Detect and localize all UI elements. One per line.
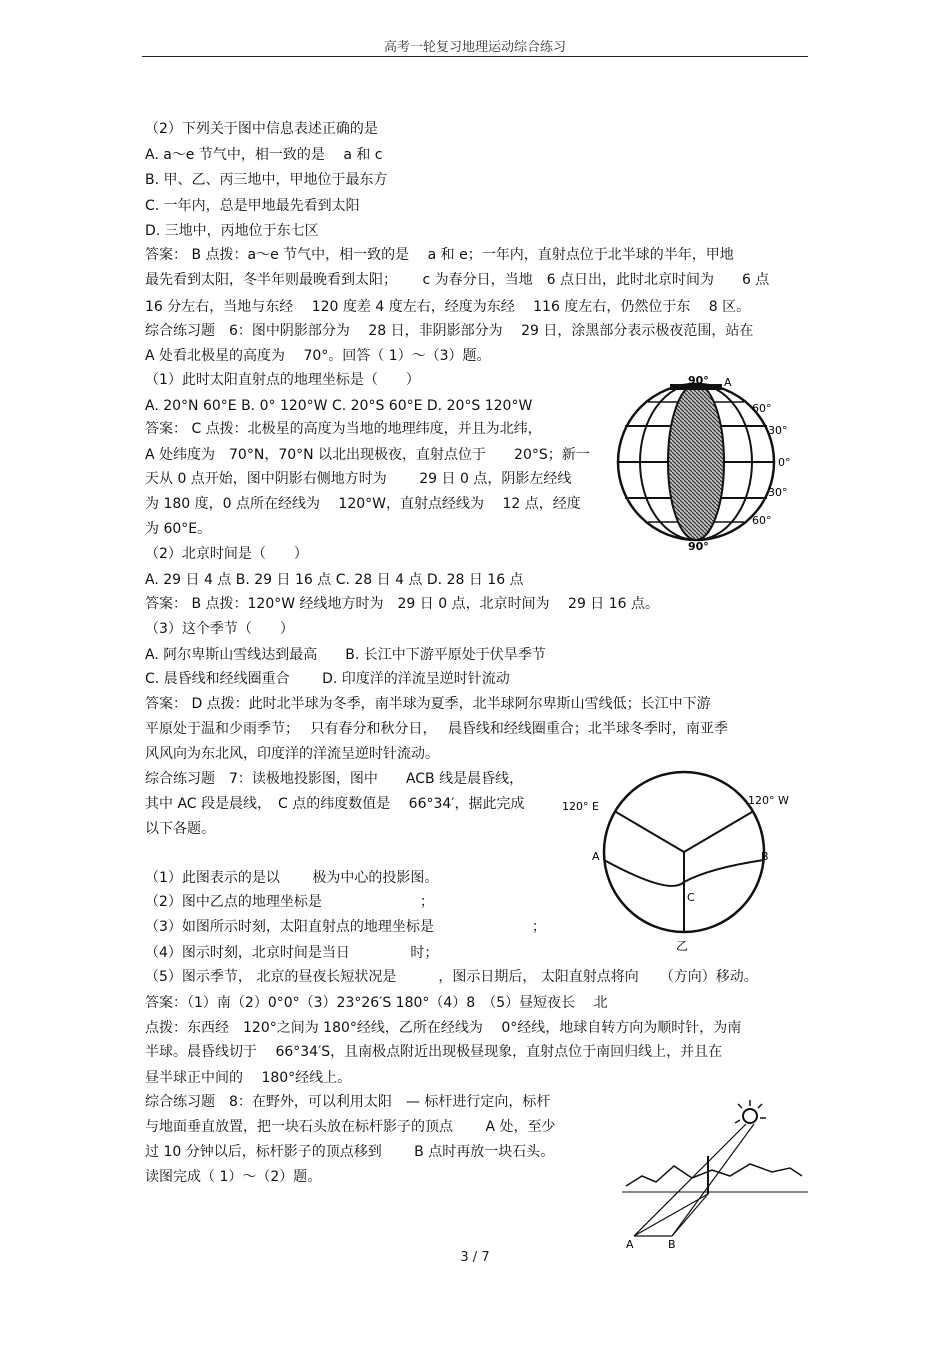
globe-lat-label: 60° [752,514,772,527]
text-line: A. 阿尔卑斯山雪线达到最高 B. 长江中下游平原处于伏旱季节 [145,647,546,663]
text-line: 综合练习题 6：图中阴影部分为 28 日，非阴影部分为 29 日，涂黑部分表示极夜范围，站在 [145,323,754,339]
text-line: C. 晨昏线和经线圈重合 D. 印度洋的洋流呈逆时针流动 [145,671,510,687]
globe-bottom-label: 90° [688,540,709,552]
shadow-line [634,1194,708,1236]
text-line: （3）这个季节（ ） [145,621,294,637]
point-b-label: B [668,1238,676,1248]
text-line: 答案： C 点拨：北极星的高度为当地的地理纬度，并且为北纬， [145,421,542,437]
text-line: A 处看北极星的高度为 70°。回答（ 1）～（3）题。 [145,348,491,364]
text-line: 16 分左右，当地与东经 120 度差 4 度左右，经度为东经 116 度左右，仍然位于东 8 区。 [145,299,751,315]
sun-rays-icon [735,1100,766,1123]
sun-pole-figure [612,1096,812,1248]
text-line: （1）此时太阳直射点的地理坐标是（ ） [145,372,420,388]
point-a-label: A [626,1238,634,1248]
text-line: 平原处于温和少雨季节； 只有春分和秋分日， 晨昏线和经线圈重合；北半球冬季时，南亚季 [145,721,728,737]
header-rule [142,56,808,57]
text-line: A. 20°N 60°E B. 0° 120°W C. 20°S 60°E D. 20°S 120°W [145,398,533,414]
text-line: A 处纬度为 70°N，70°N 以北出现极夜，直射点位于 20°S；新一 [145,447,590,463]
globe-lat-label: 30° [768,424,788,437]
text-line: 天从 0 点开始，图中阴影右侧地方时为 29 日 0 点，阴影左经线 [145,471,572,487]
text-line: 最先看到太阳，冬半年则最晚看到太阳； c 为春分日，当地 6 点日出，此时北京时间为 6 点 [145,272,770,288]
text-line: （4）图示时刻，北京时间是当日 时； [145,945,439,961]
point-a-label: A [592,850,600,863]
globe-lat-label: 30° [768,486,788,499]
meridian-120e [616,812,684,852]
text-line: 点拨：东西经 120°之间为 180°经线，乙所在经线为 0°经线，地球自转方向为顺时针，为南 [145,1020,742,1036]
meridian-120w [684,812,752,852]
text-line: A. 29 日 4 点 B. 29 日 16 点 C. 28 日 4 点 D. 28 日 16 点 [145,572,524,588]
page-header-title: 高考一轮复习地理运动综合练习 [383,40,566,55]
text-line: 答案： B 点拨：a～e 节气中，相一致的是 a 和 e；一年内，直射点位于北半球的半年，甲地 [145,247,734,263]
globe-lat-label: 0° [778,456,791,469]
text-line: C. 一年内，总是甲地最先看到太阳 [145,198,360,214]
text-line: （2）下列关于图中信息表述正确的是 [145,121,378,137]
text-line: 其中 AC 段是晨线， C 点的纬度数值是 66°34′，据此完成 [145,796,525,812]
text-line: 过 10 分钟以后，标杆影子的顶点移到 B 点时再放一块石头。 [145,1144,555,1160]
text-line: （2）图中乙点的地理坐标是 ； [145,894,434,910]
text-line: 综合练习题 7：读极地投影图，图中 ACB 线是晨昏线， [145,771,524,787]
text-line: D. 三地中，丙地位于东七区 [145,223,319,239]
point-yi-label: 乙 [676,939,689,953]
label-120e: 120° E [562,800,599,813]
text-line: 综合练习题 8：在野外，可以利用太阳 — 标杆进行定向，标杆 [145,1094,551,1110]
globe-point-a-label: A [724,376,732,389]
text-line: 半球。晨昏线切于 66°34′S，且南极点附近出现极昼现象，直射点位于南回归线上，并且在 [145,1044,723,1060]
point-b-label: B [761,850,769,863]
text-line: （5）图示季节， 北京的昼夜长短状况是 ，图示日期后， 太阳直射点将向 （方向）移动。 [145,969,758,985]
point-c-label: C [687,891,695,904]
text-line: 答案： B 点拨：120°W 经线地方时为 29 日 0 点，北京时间为 29 日 16 点。 [145,596,660,612]
globe-lat-label: 60° [752,402,772,415]
label-120w: 120° W [748,794,789,807]
text-line: 读图完成（ 1）～（2）题。 [145,1169,322,1185]
text-line: A. a～e 节气中，相一致的是 a 和 c [145,147,383,163]
polar-projection-figure [560,768,810,954]
mountain-outline [626,1164,802,1186]
globe-top-label: 90° [688,374,709,387]
text-line: 为 60°E。 [145,521,212,537]
text-line: 昼半球正中间的 180°经线上。 [145,1070,352,1086]
shaded-region [668,384,724,540]
text-line: 以下各题。 [145,821,215,837]
text-line: 答案： D 点拨：此时北半球为冬季，南半球为夏季，北半球阿尔卑斯山雪线低；长江中下游 [145,696,711,712]
text-line: 为 180 度，0 点所在经线为 120°W，直射点经线为 12 点，经度 [145,496,581,512]
shadow-line [672,1194,708,1236]
globe-figure [612,372,812,552]
text-line: 风风向为东北风，印度洋的洋流呈逆时针流动。 [145,746,439,762]
sun-ray-line [672,1124,754,1236]
page-number: 3 / 7 [460,1250,490,1265]
sun-icon [743,1109,757,1123]
text-line: （1）此图表示的是以 极为中心的投影图。 [145,870,439,886]
text-line: （3）如图所示时刻，太阳直射点的地理坐标是 ； [145,919,546,935]
text-line: 与地面垂直放置，把一块石头放在标杆影子的顶点 A 处，至少 [145,1119,556,1135]
text-line: B. 甲、乙、丙三地中，甲地位于最东方 [145,172,388,188]
text-line: （2）北京时间是（ ） [145,546,308,562]
text-line: 答案：（1）南（2）0°0°（3）23°26′S 180°（4）8 （5）昼短夜长 北 [145,995,608,1011]
